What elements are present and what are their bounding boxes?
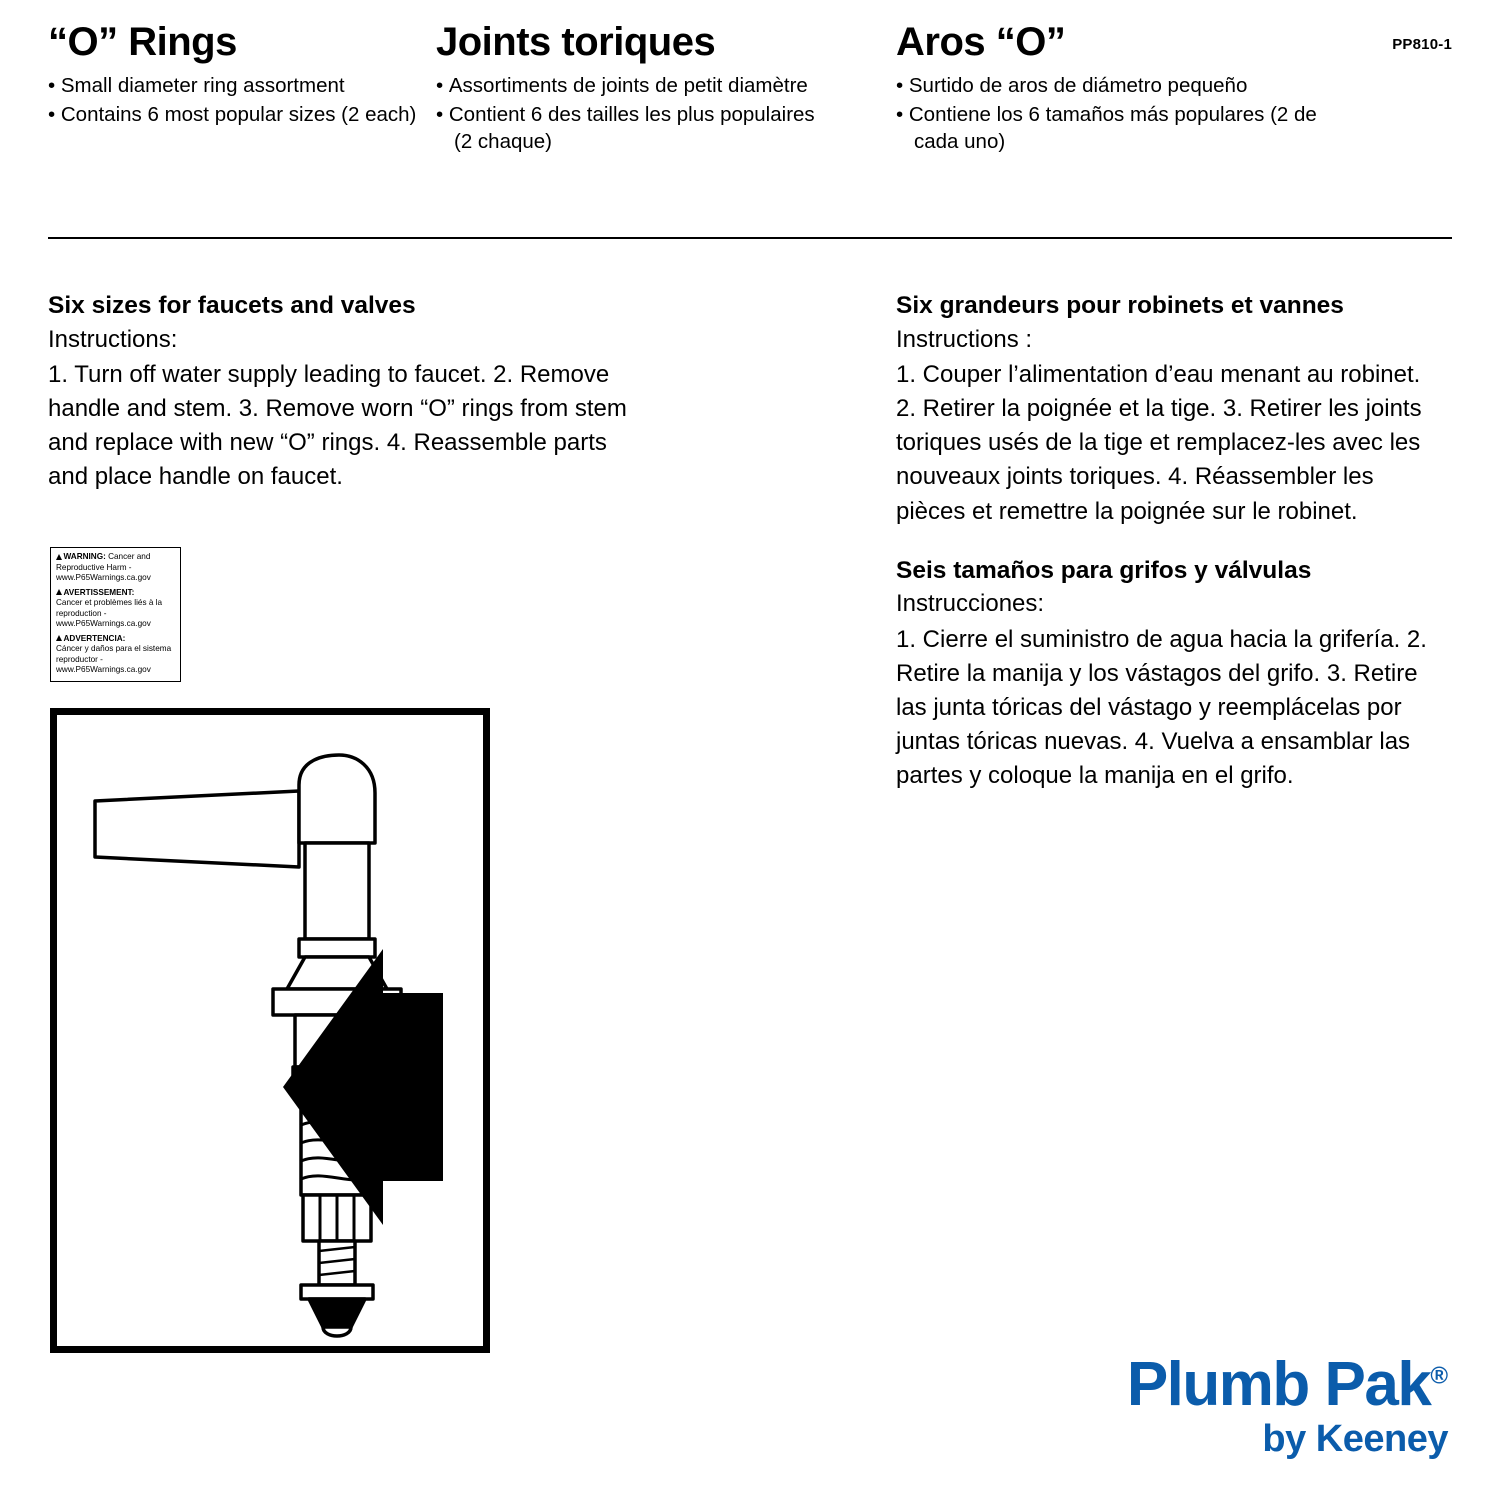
- warning-label-spanish: ADVERTENCIA:: [63, 633, 126, 643]
- list-item: • Assortiments de joints de petit diamètre: [436, 72, 836, 99]
- instructions-heading-french: Six grandeurs pour robinets et vannes: [896, 292, 1344, 319]
- logo-tagline: by Keeney: [1262, 1418, 1448, 1461]
- instructions-label-french: Instructions :: [896, 325, 1033, 353]
- list-item: • Small diameter ring assortment: [48, 72, 428, 99]
- title-spanish: Aros “O”: [896, 20, 1066, 64]
- brand-logo: [1126, 1350, 1448, 1462]
- warning-french: [56, 588, 175, 630]
- title-english: “O” Rings: [48, 20, 237, 64]
- instructions-heading-english: Six sizes for faucets and valves: [48, 292, 416, 319]
- registered-trademark-icon: ®: [1430, 1362, 1448, 1390]
- header-column-french: [436, 22, 836, 157]
- instructions-text-spanish: 1. Cierre el suministro de agua hacia la grifería. 2. Retire la manija y los vástagos del grifo. 3. Retire las junta tóricas del vástago y reemplácelas por juntas tóricas nuevas. 4. Vuelva a ensamblar las partes y coloque la manija en el grifo.: [896, 625, 1427, 790]
- warning-label-english: WARNING:: [63, 552, 106, 561]
- instructions-text-french: 1. Couper l’alimentation d’eau menant au robinet. 2. Retirer la poignée et la tige. 3. Retirer les joints toriques usés de la tige et remplacez-les avec les nouveaux joints toriques. 4. Réassembler les pièces et remettre la poignée sur le robinet.: [896, 361, 1422, 525]
- instructions-english: [48, 290, 648, 495]
- prop65-warning-box: [50, 547, 181, 682]
- instructions-text-english: 1. Turn off water supply leading to faucet. 2. Remove handle and stem. 3. Remove worn “O” rings from stem and replace with new “O” rings. 4. Reassemble parts and place handle on faucet.: [48, 361, 627, 491]
- faucet-stem-illustration: [50, 708, 490, 1353]
- header-column-english: [48, 22, 428, 130]
- spacer: [896, 529, 1436, 555]
- warning-text-french: Cancer et problèmes liés à la reproduction - www.P65Warnings.ca.gov: [56, 598, 163, 628]
- bullets-spanish: [896, 72, 1366, 155]
- list-item: • Contiene los 6 tamaños más populares (2 de cada uno): [896, 101, 1366, 155]
- logo-brand-name: [1126, 1350, 1448, 1420]
- part-number: PP810-1: [1392, 36, 1452, 53]
- warning-triangle-icon: [56, 589, 62, 595]
- warning-triangle-icon: [56, 635, 62, 641]
- instructions-heading-spanish: Seis tamaños para grifos y válvulas: [896, 556, 1312, 584]
- bullets-french: [436, 72, 836, 155]
- bullets-english: [48, 72, 428, 128]
- title-french: Joints toriques: [436, 20, 716, 64]
- header-divider: [48, 237, 1452, 239]
- instructions-label-english: Instructions:: [48, 325, 178, 353]
- list-item: • Contient 6 des tailles les plus populaires (2 chaque): [436, 101, 836, 155]
- warning-triangle-icon: [56, 554, 62, 560]
- instructions-french-spanish: [896, 290, 1436, 793]
- warning-english: [56, 552, 175, 584]
- logo-brand-text: Plumb Pak: [1126, 1350, 1431, 1420]
- faucet-diagram-svg: [57, 715, 483, 1346]
- header-column-spanish: [896, 22, 1366, 157]
- header: [48, 22, 1452, 222]
- list-item: • Contains 6 most popular sizes (2 each): [48, 101, 428, 128]
- instructions-label-spanish: Instrucciones:: [896, 590, 1045, 618]
- warning-text-spanish: Cáncer y daños para el sistema reproductor - www.P65Warnings.ca.gov: [56, 644, 172, 674]
- warning-label-french: AVERTISSEMENT:: [63, 587, 135, 597]
- list-item: • Surtido de aros de diámetro pequeño: [896, 72, 1366, 99]
- warning-text-english: Cancer and Reproductive Harm - www.P65Warnings.ca.gov: [56, 552, 151, 582]
- warning-spanish: [56, 634, 175, 676]
